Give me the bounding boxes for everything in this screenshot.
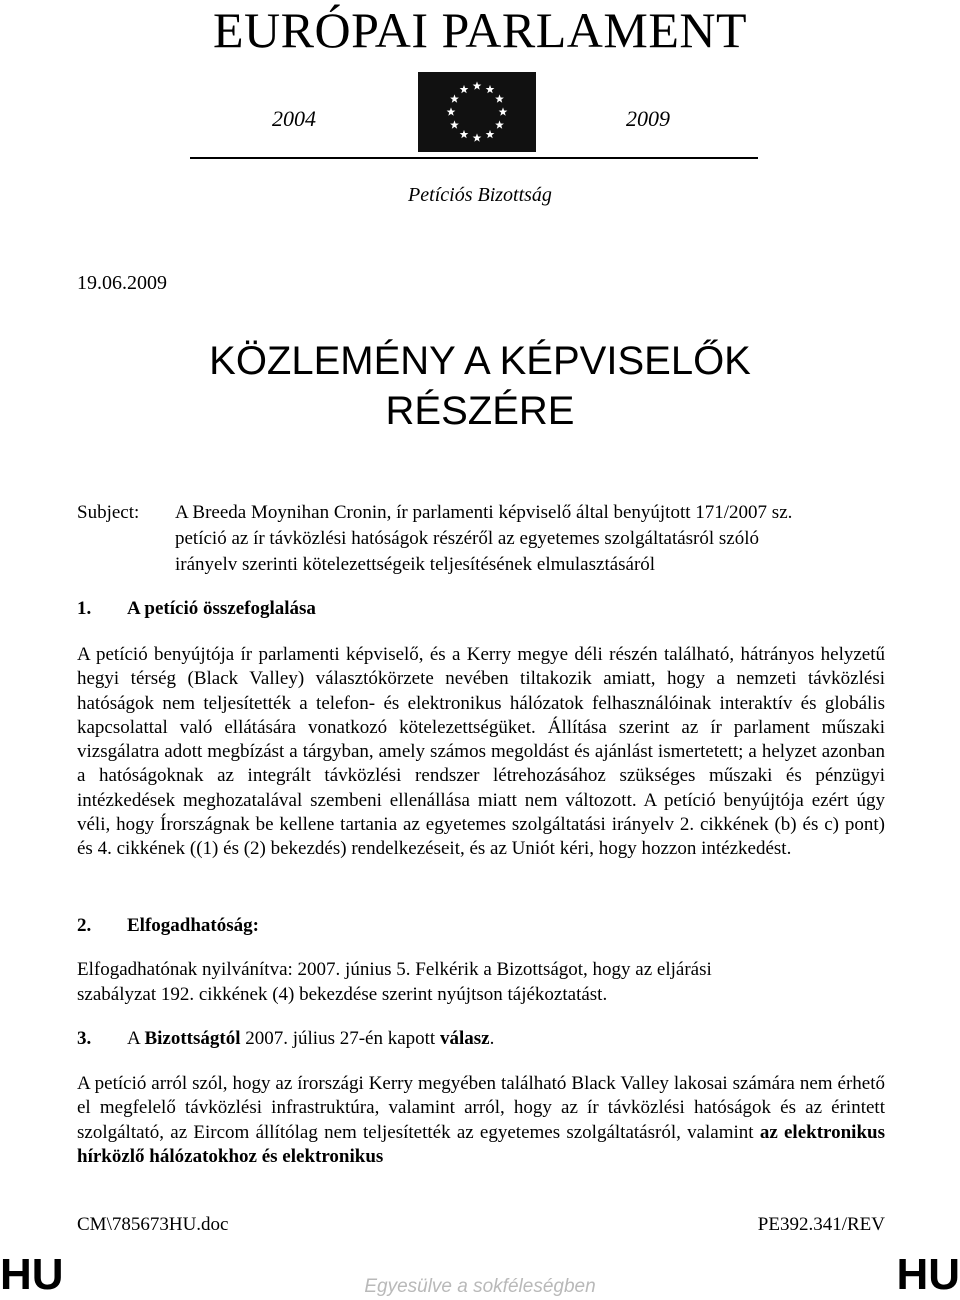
section-3-heading [77, 1026, 494, 1052]
star-icon [450, 94, 459, 102]
section-2-line-1: Elfogadhatónak nyilvánítva: 2007. június 5. Felkérik a Bizottságot, hogy az eljárási [77, 959, 712, 980]
section-3-paragraph-bold: az elektronikus hírközlő hálózatokhoz és elektronikus [77, 1121, 885, 1167]
subject-line-3: irányelv szerinti kötelezettségeik teljesítésének elmulasztásáról [175, 554, 656, 575]
section-2-heading [77, 913, 259, 939]
language-code-left: HU [0, 1250, 64, 1299]
institution-title: EURÓPAI PARLAMENT [212, 2, 748, 58]
section-3-number: 3. [77, 1028, 92, 1049]
section-1-paragraph: A petíció benyújtója ír parlamenti képviselő, és a Kerry megye déli részén található, hátrányos helyzetű hegyi térség (Black Valley) választókörzete nevében tiltakozik amiatt, hogy a nemzeti távközlési hatóságok nem teljesítették a telefon- és elektronikus hálózatok felhasználóinak interaktív és globális kapcsolattal való ellátására vonatkozó kötelezettségüket. Állítása szerint az ír parlament műszaki vizsgálatra adott megbízást a tárgyban, amely számos megoldást és ajánlást ismertetett; a helyzet azonban a hatóságoknak az integrált távközlési rendszer létrehozásához szükséges műszaki és pénzügyi intézkedések meghozatalával szembeni ellenállása miatt nem változott. A petíció benyújtója ezért úgy véli, hogy Írországnak be kellene tartania az egyetemes szolgáltatási irányelv 2. cikkének (b) és c) pont) és 4. cikkének ((1) és (2) bekezdés) rendelkezéseit, és az Uniót kéri, hogy hozzon intézkedést. [77, 644, 885, 860]
eu-motto: Egyesülve a sokféleségben [364, 1276, 596, 1297]
section-1-number: 1. [77, 598, 92, 619]
section-2-title: Elfogadhatóság: [127, 915, 259, 936]
section-3-text-c: 2007. július 27-én kapott [240, 1028, 440, 1049]
section-3-paragraph [77, 1072, 885, 1169]
subject-text [175, 500, 895, 578]
footer-pe-reference: PE392.341/REV [757, 1214, 885, 1235]
eu-flag-logo [418, 72, 536, 152]
subject-line-2: petíció az ír távközlési hatóságok részéről az egyetemes szolgáltatásról szóló [175, 528, 760, 549]
star-icon [495, 94, 504, 102]
star-icon [460, 85, 469, 93]
term-start-year: 2004 [272, 106, 316, 131]
section-2-line-2: szabályzat 192. cikkének (4) bekezdése szerint nyújtson tájékoztatást. [77, 984, 608, 1005]
star-icon [473, 81, 482, 89]
star-icon [450, 120, 459, 128]
committee-name: Petíciós Bizottság [408, 184, 552, 206]
section-3-text-b: Bizottságtól [144, 1028, 241, 1049]
subject-label: Subject: [77, 502, 140, 523]
term-end-year: 2009 [626, 106, 670, 131]
section-2-paragraph [77, 957, 885, 1007]
star-icon [460, 130, 469, 138]
document-heading [0, 336, 960, 436]
section-1-title: A petíció összefoglalása [127, 598, 316, 619]
footer-document-reference: CM\785673HU.doc [77, 1214, 229, 1235]
heading-line-1: KÖZLEMÉNY A KÉPVISELŐK [209, 339, 751, 383]
section-1-heading [77, 596, 316, 622]
star-icon [499, 107, 508, 115]
language-code-right: HU [896, 1250, 960, 1299]
star-icon [495, 120, 504, 128]
eu-stars-icon [418, 72, 536, 152]
star-icon [447, 107, 456, 115]
section-3-paragraph-text: A petíció arról szól, hogy az írországi Kerry megyében található Black Valley lakosai számára nem érhető el megfelelő távközlési infrastruktúra, valamint arról, hogy az ír távközlési hatóságok és az érintett szolgáltató, az Eircom állítólag nem teljesítették az egyetemes szolgáltatásról, valamint [77, 1073, 885, 1143]
header-divider [190, 157, 758, 159]
subject-line-1: A Breeda Moynihan Cronin, ír parlamenti képviselő által benyújtott 171/2007 sz. [175, 502, 793, 523]
star-icon [486, 85, 495, 93]
section-3-text-a: A [127, 1028, 145, 1049]
section-3-text-d: válasz [439, 1028, 490, 1049]
section-3-text-e: . [489, 1028, 495, 1049]
star-icon [486, 130, 495, 138]
document-date: 19.06.2009 [77, 272, 167, 294]
star-icon [473, 133, 482, 141]
heading-line-2: RÉSZÉRE [385, 389, 575, 433]
section-2-number: 2. [77, 915, 92, 936]
